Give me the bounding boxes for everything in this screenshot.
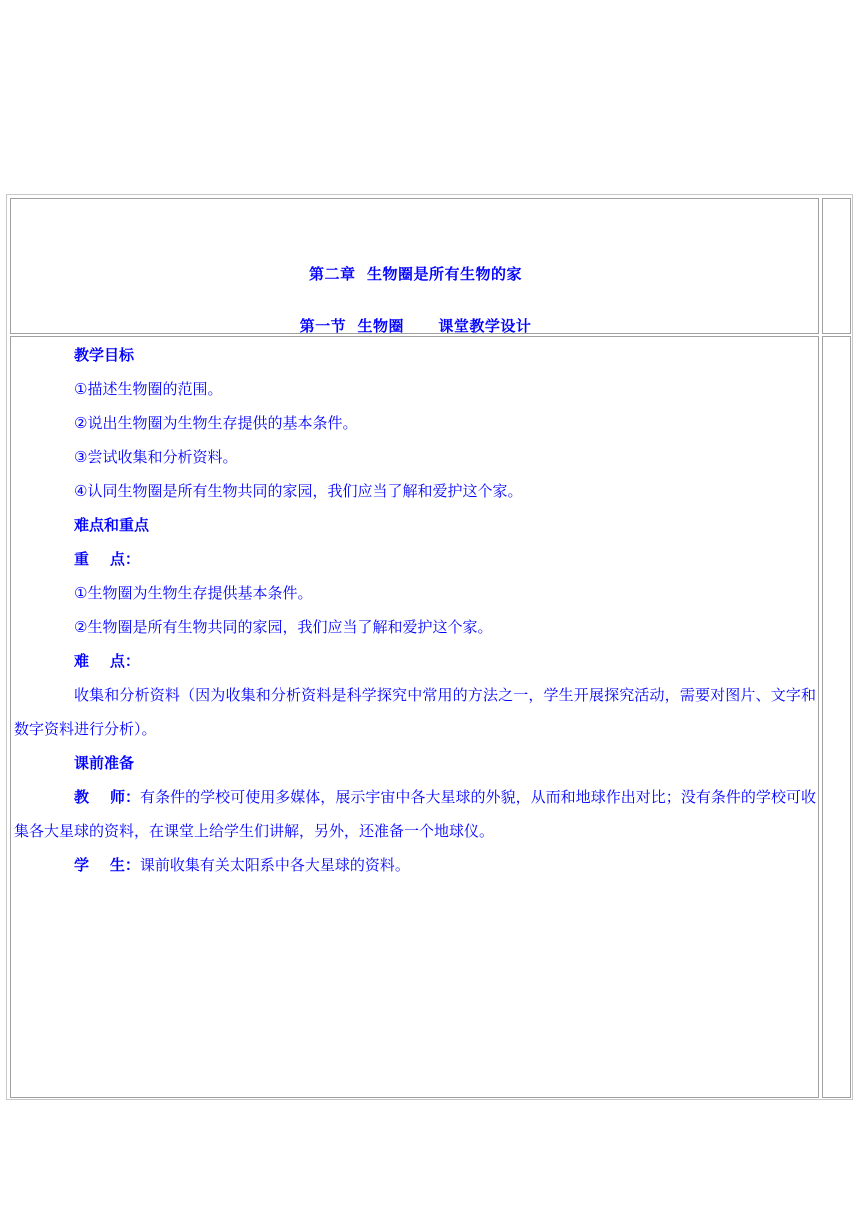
student-paragraph	[14, 848, 816, 882]
objectives-heading: 教学目标	[74, 346, 135, 364]
teacher-paragraph	[14, 780, 816, 848]
side-cell-top	[822, 198, 851, 334]
key-points-heading: 难点和重点	[74, 516, 150, 534]
preparation-heading: 课前准备	[74, 754, 135, 772]
key-label-line	[14, 542, 816, 576]
objective-item: ①描述生物圈的范围。	[74, 380, 223, 398]
key-item: ②生物圈是所有生物共同的家园，我们应当了解和爱护这个家。	[74, 618, 493, 636]
lesson-content	[14, 337, 816, 882]
student-text: 课前收集有关太阳系中各大星球的资料。	[139, 856, 410, 874]
key-item: ①生物圈为生物生存提供基本条件。	[74, 584, 313, 602]
side-cell-body	[822, 336, 851, 1098]
difficult-text: 收集和分析资料（因为收集和分析资料是科学探究中常用的方法之一，学生开展探究活动，需要对图片、文字和数字资料进行分析）。	[14, 686, 816, 738]
lesson-plan-table	[6, 194, 853, 1100]
teacher-label: 教 师：	[74, 788, 141, 806]
section-title: 第一节 生物圈 课堂教学设计	[299, 317, 532, 335]
student-label: 学 生：	[74, 856, 140, 874]
teacher-text: 有条件的学校可使用多媒体，展示宇宙中各大星球的外貌，从而和地球作出对比；没有条件的学校可收集各大星球的资料，在课堂上给学生们讲解，另外，还准备一个地球仪。	[14, 788, 816, 840]
objective-item: ③尝试收集和分析资料。	[74, 448, 238, 466]
key-label: 重 点：	[74, 550, 140, 568]
header-cell	[10, 198, 819, 334]
chapter-title: 第二章 生物圈是所有生物的家	[309, 265, 522, 283]
objective-item: ④认同生物圈是所有生物共同的家园，我们应当了解和爱护这个家。	[74, 482, 523, 500]
body-cell	[10, 336, 819, 1098]
difficult-label-line	[14, 644, 816, 678]
difficult-label: 难 点：	[74, 652, 140, 670]
objective-item: ②说出生物圈为生物生存提供的基本条件。	[74, 414, 358, 432]
